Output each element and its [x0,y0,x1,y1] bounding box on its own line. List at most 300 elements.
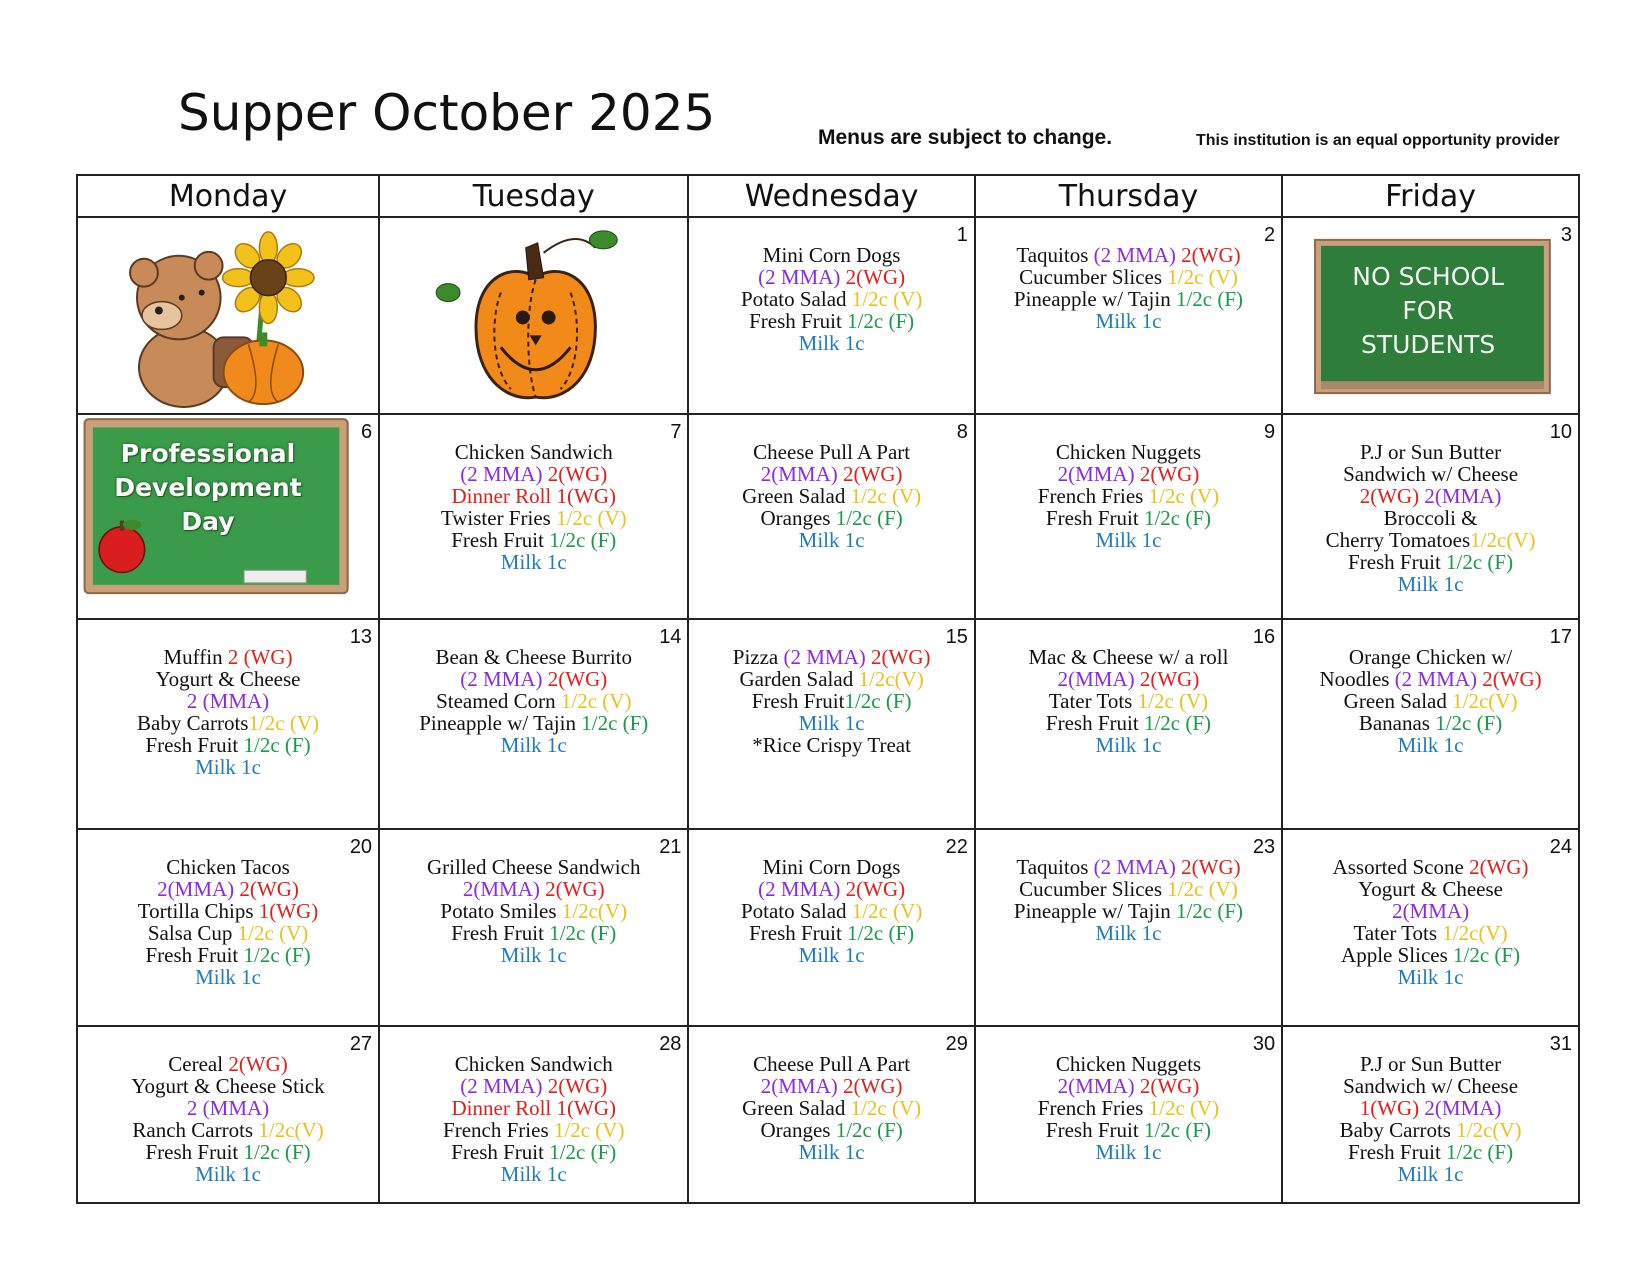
menu-line [689,288,973,310]
day-cell-content [976,620,1281,828]
day-cell-wednesday [688,829,974,1026]
menu-line [689,922,973,944]
day-cell-thursday [975,619,1282,829]
menu-line [78,1119,378,1141]
portion-fruit: 1/2c (F) [1453,943,1521,967]
menu-line [1283,485,1578,507]
food-item: Cheese Pull A Part [753,440,911,464]
portion-fruit: 1/2c (F) [847,921,915,945]
menu-line [380,529,687,551]
food-item: Fresh Fruit [749,921,848,945]
day-number: 13 [349,626,373,648]
menu-line [689,900,973,922]
menu-line [976,1119,1281,1141]
day-number: 29 [945,1033,968,1055]
portion-fruit: 1/2c (F) [1143,506,1212,530]
menu-line [976,878,1281,900]
portion-milk: Milk 1c [195,965,261,989]
portion-mma: (2 MMA) [1394,667,1477,691]
portion-wg: 2(WG) [1134,462,1200,486]
menu-line [976,1097,1281,1119]
portion-wg: 2(WG) [865,645,931,669]
menu-line [976,485,1281,507]
menu-line [689,712,973,734]
menu-line [689,310,973,332]
portion-milk: Milk 1c [195,1162,261,1186]
day-cell-tuesday [379,619,688,829]
menu-items [1283,830,1578,988]
menu-line [380,690,687,712]
portion-mma: (2 MMA) [460,667,543,691]
menu-line [380,668,687,690]
portion-fruit: 1/2c (F) [581,711,649,735]
day-cell-content [78,415,378,618]
menu-line [380,463,687,485]
menu-line [1283,1163,1578,1185]
food-item: Fresh Fruit [751,689,845,713]
portion-veg: 1/2c (V) [237,921,309,945]
food-item: Bean & Cheese Burrito [435,645,633,669]
portion-milk: Milk 1c [1095,528,1162,552]
food-item: Pizza [732,645,784,669]
portion-fruit: 1/2c (F) [549,1140,617,1164]
day-cell-content [1283,218,1578,413]
food-item: French Fries [1037,484,1149,508]
menu-line [380,712,687,734]
menu-items [1283,1027,1578,1185]
day-cell-monday [77,829,379,1026]
portion-mma: 2(MMA) [760,1074,838,1098]
menu-line [689,441,973,463]
menu-line [976,646,1281,668]
portion-fruit: 1/2c (F) [549,921,617,945]
menu-line [380,1141,687,1163]
portion-veg: 1/2c(V) [1442,921,1508,945]
portion-milk: Milk 1c [798,528,865,552]
portion-fruit: 1/2c (F) [1435,711,1503,735]
portion-veg: 1/2c (V) [1148,1096,1220,1120]
portion-veg: 1/2c (V) [553,1118,625,1142]
portion-mma: 2(MMA) [462,877,540,901]
day-number: 9 [1264,421,1276,443]
menu-line [689,878,973,900]
day-cell-thursday [975,1026,1282,1203]
day-cell-content [689,830,973,1025]
portion-veg: 1/2c (V) [850,484,922,508]
day-cell-monday [77,217,379,414]
portion-wg: 2(WG) [542,462,608,486]
day-cell-content [976,830,1281,1025]
week-row [77,619,1579,829]
menu-line [78,944,378,966]
food-item: Oranges [760,506,836,530]
day-cell-monday [77,1026,379,1203]
portion-wg: 2(WG) [840,877,906,901]
menu-line [1283,1141,1578,1163]
day-cell-content [380,830,687,1025]
portion-wg: 2(WG) [1476,667,1542,691]
portion-mma: (2 MMA) [758,877,841,901]
portion-mma: 2(MMA) [1419,484,1502,508]
portion-veg: 1/2c (V) [1167,265,1238,289]
menu-line [1283,463,1578,485]
portion-milk: Milk 1c [798,711,865,735]
menu-line [78,856,378,878]
menu-items [78,620,378,778]
menu-items [689,218,973,354]
menu-line [976,507,1281,529]
menu-line [976,266,1281,288]
portion-mma: 2(MMA) [1419,1096,1502,1120]
menu-line [976,310,1281,332]
menu-line [1283,856,1578,878]
menu-line [689,463,973,485]
portion-wg: Dinner Roll 1(WG) [451,484,616,508]
day-cell-content [78,830,378,1025]
portion-wg: 1(WG) [258,899,319,923]
menu-line [78,1075,378,1097]
food-item: Apple Slices [1341,943,1454,967]
food-item: Assorted Scone [1332,855,1470,879]
menu-line [689,1097,973,1119]
portion-milk: Milk 1c [1397,572,1464,596]
day-number: 6 [360,421,373,443]
day-cell-monday [77,619,379,829]
menu-line [976,1053,1281,1075]
menu-line [380,441,687,463]
day-number: 23 [1252,836,1276,858]
day-number: 28 [659,1033,682,1055]
menu-line [78,756,378,778]
menu-line [1283,668,1578,690]
menu-items [976,830,1281,944]
menu-items [689,830,973,966]
pd-day-text: Professional Development Day [114,439,302,536]
food-item: Twister Fries [440,506,557,530]
portion-milk: Milk 1c [1095,1140,1162,1164]
day-cell-content [1283,1027,1578,1202]
portion-wg: 2 (WG) [227,645,293,669]
day-number: 3 [1560,224,1572,246]
day-cell-thursday [975,414,1282,619]
portion-wg: 2(WG) [228,1052,288,1076]
food-item: Fresh Fruit [145,943,244,967]
food-item: Orange Chicken w/ [1348,645,1513,669]
menu-line [976,1141,1281,1163]
day-number: 31 [1549,1033,1572,1055]
menu-items [380,620,687,756]
portion-fruit: 1/2c (F) [1446,1140,1514,1164]
jack-o-lantern-illustration [380,218,687,413]
food-item: Sandwich w/ Cheese [1343,1074,1519,1098]
portion-veg: 1/2c (V) [556,506,627,530]
day-cell-wednesday [688,1026,974,1203]
portion-mma: 2(MMA) [1392,899,1470,923]
menu-line [78,668,378,690]
food-item: Fresh Fruit [1045,711,1144,735]
portion-milk: Milk 1c [798,1140,865,1164]
menu-line [1283,1119,1578,1141]
menu-line [976,288,1281,310]
menu-items [689,620,973,756]
food-item: Muffin [163,645,228,669]
menu-items [1283,620,1578,756]
portion-veg: 1/2c(V) [1456,1118,1522,1142]
day-cell-tuesday [379,1026,688,1203]
menu-items [976,415,1281,551]
portion-milk: Milk 1c [500,943,567,967]
portion-veg: 1/2c(V) [858,667,924,691]
portion-veg: 1/2c(V) [1470,528,1536,552]
sunflower-icon [223,232,315,347]
menu-line [78,878,378,900]
menu-line [1283,900,1578,922]
portion-wg: 2(WG) [539,877,605,901]
portion-wg: 2(WG) [837,1074,903,1098]
menu-line [1283,690,1578,712]
week-row [77,217,1579,414]
menu-line [689,734,973,756]
portion-fruit: 1/2c (F) [243,943,311,967]
portion-milk: Milk 1c [1397,1162,1464,1186]
day-number: 7 [670,421,682,443]
day-cell-content [689,620,973,828]
day-number: 14 [659,626,682,648]
portion-fruit: 1/2c (F) [835,1118,903,1142]
food-item: Bananas [1358,711,1436,735]
menu-line [380,646,687,668]
menu-line [380,507,687,529]
menu-line [689,507,973,529]
portion-fruit: 1/2c (F) [1175,287,1244,311]
no-school-text: NO SCHOOL FOR STUDENTS [1352,262,1504,359]
portion-wg: 2(WG) [1175,855,1241,879]
portion-milk: Milk 1c [1397,733,1464,757]
portion-milk: Milk 1c [195,755,261,779]
menu-line [1283,712,1578,734]
equal-opportunity-statement: This institution is an equal opportunity provider [1196,132,1560,149]
weekday-tuesday: Tuesday [379,175,688,217]
portion-mma: (2 MMA) [460,462,543,486]
day-number: 16 [1252,626,1276,648]
menu-items [976,218,1281,332]
portion-fruit: 1/2c (F) [1175,899,1244,923]
food-item: Noodles [1319,667,1395,691]
portion-milk: Milk 1c [1095,921,1162,945]
portion-mma: 2(MMA) [760,462,838,486]
day-number: 24 [1549,836,1572,858]
food-item: Oranges [760,1118,836,1142]
portion-wg: 2(WG) [1359,484,1420,508]
page-title: Supper October 2025 [178,84,716,142]
food-item: Chicken Tacos [166,855,290,879]
menu-line [1283,878,1578,900]
day-number: 15 [945,626,968,648]
menu-line [976,463,1281,485]
portion-fruit: 1/2c (F) [847,309,915,333]
menu-line [78,900,378,922]
day-cell-content [1283,830,1578,1025]
menu-line [689,244,973,266]
menu-line [689,266,973,288]
menu-line [380,485,687,507]
portion-milk: Milk 1c [1095,733,1162,757]
portion-veg: 1/2c (V) [1167,877,1238,901]
day-cell-content [976,1027,1281,1202]
food-item: Fresh Fruit [451,921,550,945]
portion-mma: (2 MMA) [1093,855,1176,879]
menu-line [1283,441,1578,463]
portion-wg: 1(WG) [1359,1096,1420,1120]
day-number: 21 [659,836,682,858]
portion-milk: Milk 1c [798,943,865,967]
menu-line [380,878,687,900]
portion-veg: 1/2c (V) [851,287,923,311]
portion-veg: 1/2c (V) [560,689,632,713]
food-item: Baby Carrots [137,711,249,735]
portion-fruit: 1/2c (F) [844,689,912,713]
menu-line [78,1163,378,1185]
portion-veg: 1/2c(V) [258,1118,324,1142]
food-item: Pineapple w/ Tajin [1013,287,1176,311]
food-item: *Rice Crispy Treat [752,733,911,757]
menu-calendar [76,174,1580,1204]
weekday-thursday: Thursday [975,175,1282,217]
food-item: Mini Corn Dogs [762,855,901,879]
portion-mma: 2(MMA) [157,877,235,901]
menu-line [976,1075,1281,1097]
portion-veg: 1/2c (V) [248,711,320,735]
menu-line [689,485,973,507]
food-item: Fresh Fruit [451,1140,550,1164]
menu-line [380,1163,687,1185]
food-item: French Fries [443,1118,554,1142]
menu-line [380,1075,687,1097]
food-item: Steamed Corn [436,689,561,713]
portion-veg: 1/2c(V) [561,899,628,923]
portion-mma: (2 MMA) [783,645,866,669]
food-item: Potato Salad [740,287,852,311]
portion-mma: (2 MMA) [758,265,841,289]
food-item: Taquitos [1016,855,1094,879]
day-number: 2 [1264,224,1276,246]
day-cell-content [976,415,1281,618]
day-number: 8 [956,421,968,443]
menu-line [1283,573,1578,595]
food-item: Fresh Fruit [1348,550,1447,574]
food-item: Fresh Fruit [145,1140,244,1164]
portion-veg: 1/2c (V) [1137,689,1209,713]
day-cell-tuesday [379,414,688,619]
food-item: Fresh Fruit [749,309,848,333]
menu-line [1283,966,1578,988]
day-cell-tuesday [379,829,688,1026]
day-number: 1 [956,224,968,246]
food-item: Green Salad [742,1096,851,1120]
menu-line [689,1075,973,1097]
menu-line [78,966,378,988]
portion-wg: 2(WG) [1175,243,1241,267]
menu-line [78,1053,378,1075]
portion-fruit: 1/2c (F) [243,1140,311,1164]
day-cell-content [78,620,378,828]
menu-line [976,441,1281,463]
menu-change-notice: Menus are subject to change. [818,126,1113,149]
portion-wg: 2(WG) [1134,1074,1200,1098]
menu-line [976,856,1281,878]
food-item: Yogurt & Cheese Stick [131,1074,325,1098]
menu-line [689,529,973,551]
menu-line [1283,922,1578,944]
menu-line [78,1141,378,1163]
menu-line [1283,1097,1578,1119]
day-cell-wednesday [688,619,974,829]
menu-line [689,332,973,354]
portion-fruit: 1/2c (F) [1446,550,1514,574]
portion-milk: Milk 1c [798,331,865,355]
food-item: Chicken Sandwich [454,1052,613,1076]
menu-line [380,1119,687,1141]
food-item: Cucumber Slices [1019,877,1168,901]
portion-veg: 1/2c (V) [1148,484,1220,508]
menu-line [1283,529,1578,551]
day-cell-content [689,218,973,413]
menu-items [78,830,378,988]
food-item: Tater Tots [1353,921,1443,945]
portion-milk: Milk 1c [500,1162,567,1186]
day-cell-content [380,1027,687,1202]
week-row [77,829,1579,1026]
portion-veg: 1/2c (V) [850,1096,922,1120]
portion-milk: Milk 1c [500,733,567,757]
day-cell-thursday [975,217,1282,414]
food-item: Fresh Fruit [1348,1140,1447,1164]
food-item: Pineapple w/ Tajin [1013,899,1176,923]
food-item: Mac & Cheese w/ a roll [1028,645,1229,669]
day-number: 20 [349,836,373,858]
food-item: Cheese Pull A Part [753,1052,911,1076]
menu-line [1283,1053,1578,1075]
portion-fruit: 1/2c (F) [549,528,617,552]
menu-items [976,1027,1281,1163]
day-cell-friday [1282,414,1579,619]
menu-line [689,856,973,878]
food-item: Green Salad [1343,689,1453,713]
week-row [77,414,1579,619]
day-cell-content [689,415,973,618]
menu-line [78,712,378,734]
day-cell-friday [1282,217,1579,414]
portion-milk: Milk 1c [500,550,567,574]
day-cell-friday [1282,619,1579,829]
portion-milk: Milk 1c [1397,965,1464,989]
portion-veg: 1/2c (V) [851,899,923,923]
menu-line [976,922,1281,944]
menu-line [689,944,973,966]
food-item: Chicken Nuggets [1055,440,1202,464]
food-item: French Fries [1037,1096,1149,1120]
food-item: Garden Salad [739,667,859,691]
menu-items [380,1027,687,1185]
menu-line [976,712,1281,734]
portion-mma: 2 (MMA) [186,1096,270,1120]
portion-mma: 2(MMA) [1057,1074,1135,1098]
portion-wg: 2(WG) [1469,855,1529,879]
portion-mma: (2 MMA) [1093,243,1176,267]
food-item: Sandwich w/ Cheese [1343,462,1519,486]
menu-line [78,690,378,712]
portion-fruit: 1/2c (F) [1143,1118,1212,1142]
